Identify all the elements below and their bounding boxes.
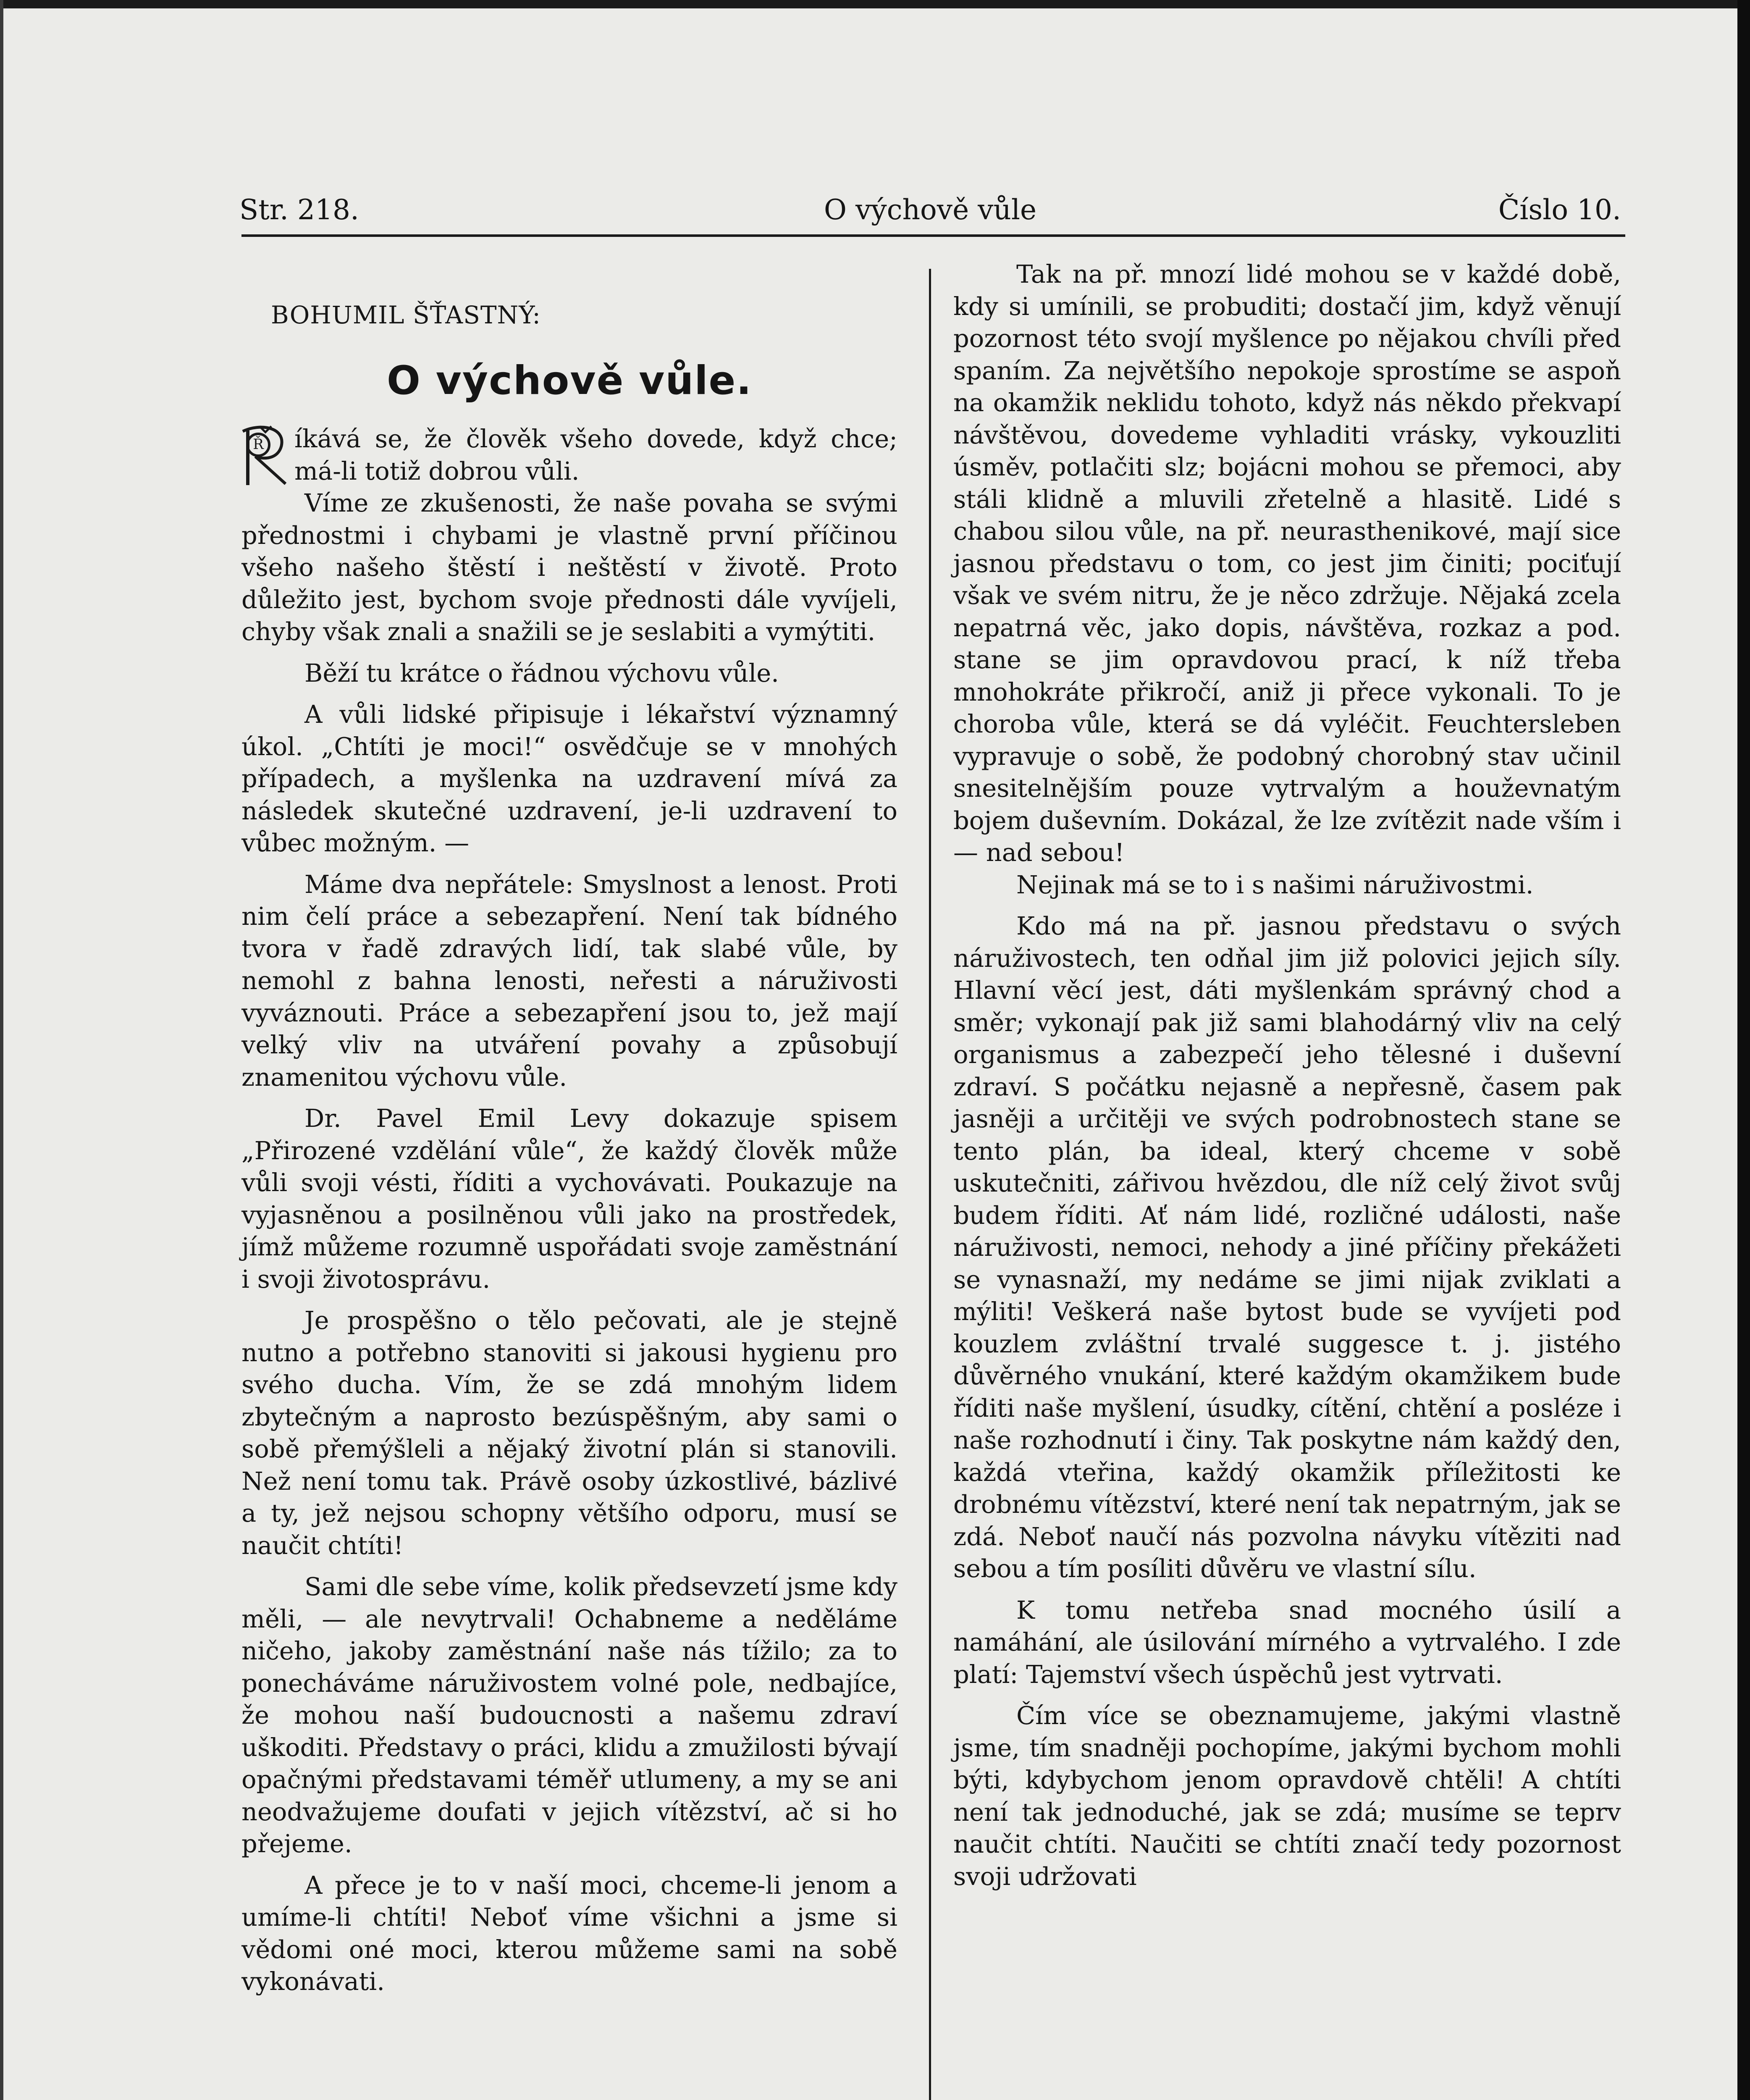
article-title: O výchově vůle. <box>386 358 753 404</box>
left-paragraph-9: A přece je to v naší moci, chceme-li jenom a umíme-li chtíti! Neboť víme všichni a jsme si vědomi oné moci, kterou můžeme sami na sobě vykonávati. <box>241 1870 897 1996</box>
dropcap-ornament <box>235 423 292 486</box>
left-paragraph-7: Je prospěšno o tělo pečovati, ale je stejně nutno a potřebno stanoviti si jakousi hygienu pro svého ducha. Vím, že se zdá mnohým lidem zbytečným a naprosto bezúspěšným, aby sami o sobě přemýšleli a nějaký životní plán si stanovili. Než není tomu tak. Právě osoby úzkostlivé, bázlivé a ty, jež nejsou schopny většího odporu, musí se naučit chtíti! <box>241 1306 897 1560</box>
left-paragraph-1 <box>241 423 897 487</box>
author-byline: BOHUMIL ŠŤASTNÝ: <box>271 301 541 329</box>
left-paragraph-3: Běží tu krátce o řádnou výchovu vůle. <box>304 658 779 688</box>
left-paragraph-6: Dr. Pavel Emil Levy dokazuje spisem „Přirozené vzdělání vůle“, že každý člověk může vůli svoji vésti, říditi a vychovávati. Poukazuje na vyjasněnou a posilněnou vůli jako na prostředek, jímž můžeme rozumně uspořádati svoje zaměstnání i svoji životosprávu. <box>241 1104 897 1294</box>
scan-border-left <box>0 0 3 2100</box>
page-header <box>239 185 1621 235</box>
dropcap-letter: Ř <box>253 436 264 453</box>
right-column <box>953 258 1621 1893</box>
left-paragraph-5: Máme dva nepřátele: Smyslnost a lenost. Proti nim čelí práce a sebezapření. Není tak bídného tvora v řadě zdravých lidí, tak slabé vůle, by nemohl z bahna lenosti, neřesti a náruživosti vyváznouti. Práce a sebezapření jsou to, jež mají velký vliv na utváření povahy a způsobují znamenitou výchovu vůle. <box>241 869 897 1092</box>
scan-border-top <box>0 0 1750 8</box>
left-paragraph-2: Víme ze zkušenosti, že naše povaha se svými přednostmi i chybami je vlastně první příčinou všeho našeho štěstí i neštěstí v životě. Proto důležito jest, bychom svoje přednosti dále vyvíjeli, chyby však znali a snažili se je seslabiti a vymýtiti. <box>241 488 897 646</box>
scan-border-right <box>1737 0 1750 2100</box>
issue-number: Číslo 10. <box>1498 194 1621 226</box>
right-paragraph-4: K tomu netřeba snad mocného úsilí a namáhání, ale úsilování mírného a vytrvalého. I zde platí: Tajemství všech úspěchů jest vytrvati. <box>953 1595 1621 1689</box>
right-paragraph-3: Kdo má na př. jasnou představu o svých náruživostech, ten odňal jim již polovici jejich síly. Hlavní věcí jest, dáti myšlenkám správný chod a směr; vykonají pak již sami blahodárný vliv na celý organismus a zabezpečí jeho tělesné i duševní zdraví. S počátku nejasně a nepřesně, časem pak jasněji a určitěji ve svých podrobnostech stane se tento plán, ba ideal, který chceme v sobě uskutečniti, zářivou hvězdou, dle níž celý život svůj budem říditi. Ať nám lidé, rozličné události, naše náruživosti, nemoci, nehody a jiné příčiny překážeti se vynasnaží, my nedáme se jimi nijak zviklati a mýliti! Veškerá naše bytost bude se vyvíjeti pod kouzlem zvláštní trvalé suggesce t. j. jistého důvěrného vnukání, které každým okamžikem bude říditi naše myšlení, úsudky, cítění, chtění a posléze i naše rozhodnutí i činy. Tak poskytne nám každý den, každá vteřina, každý okamžik příležitosti ke drobnému vítězství, které není tak nepatrným, jak se zdá. Neboť naučí nás pozvolna návyku vítěziti nad sebou a tím posíliti důvěru ve vlastní sílu. <box>953 911 1621 1583</box>
right-paragraph-2: Nejinak má se to i s našimi náruživostmi. <box>1016 870 1534 899</box>
right-paragraph-1: Tak na př. mnozí lidé mohou se v každé době, kdy si umínili, se probuditi; dostačí jim, když věnují pozornost této svojí myšlence po nějakou chvíli před spaním. Za největšího nepokoje sprostíme se aspoň na okamžik neklidu tohoto, když nás někdo překvapí návštěvou, dovedeme vyhladiti vrásky, vykouzliti úsměv, potlačiti slz; bojácni mohou se přemoci, aby stáli klidně a mluvili zřetelně a hlasitě. Lidé s chabou silou vůle, na př. neurasthenikové, mají sice jasnou představu o tom, co jest jim činiti; pociťují však ve svém nitru, že je něco zdržuje. Nějaká zcela nepatrná věc, jako dopis, návštěva, rozkaz a pod. stane se jim opravdovou prací, k níž třeba mnohokráte přikročí, aniž ji přece vykonali. To je choroba vůle, která se dá vyléčit. Feuchtersleben vypravuje o sobě, že podobný chorobný stav učinil snesitelnějším pouze vytrvalým a houževnatým bojem duševním. Dokázal, že lze zvítězit nade vším i — nad sebou! <box>953 260 1621 867</box>
left-paragraph-8: Sami dle sebe víme, kolik předsevzetí jsme kdy měli, — ale nevytrvali! Ochabneme a neděláme ničeho, jakoby zaměstnání naše nás tížilo; za to ponecháváme náruživostem volné pole, nedbajíce, že mohou naší budoucnosti a našemu zdraví uškoditi. Představy o práci, klidu a zmužilosti bývají opačnými představami téměř utlumeny, a my se ani neodvažujeme doufati v jejich vítězství, ač si ho přejeme. <box>241 1572 897 1858</box>
header-rule <box>241 234 1625 237</box>
page-number: Str. 218. <box>239 194 359 226</box>
paragraph-text: íkává se, že člověk všeho dovede, když chce; má-li totiž dobrou vůli. <box>294 424 897 486</box>
left-column <box>241 258 897 1998</box>
left-paragraph-4: A vůli lidské připisuje i lékařství významný úkol. „Chtíti je moci!“ osvědčuje se v mnohých případech, a myšlenka na uzdravení mívá za následek skutečné uzdravení, je-li uzdravení to vůbec možným. — <box>241 700 897 857</box>
running-title: O výchově vůle <box>824 194 1037 226</box>
right-paragraph-5: Čím více se obeznamujeme, jakými vlastně jsme, tím snadněji pochopíme, jakými bychom mohli býti, kdybychom jenom opravdově chtěli! A chtíti není tak jednoduché, jak se zdá; musíme se teprv naučit chtíti. Naučiti se chtíti značí tedy pozornost svoji udržovati <box>953 1701 1621 1891</box>
column-divider <box>929 269 931 2100</box>
